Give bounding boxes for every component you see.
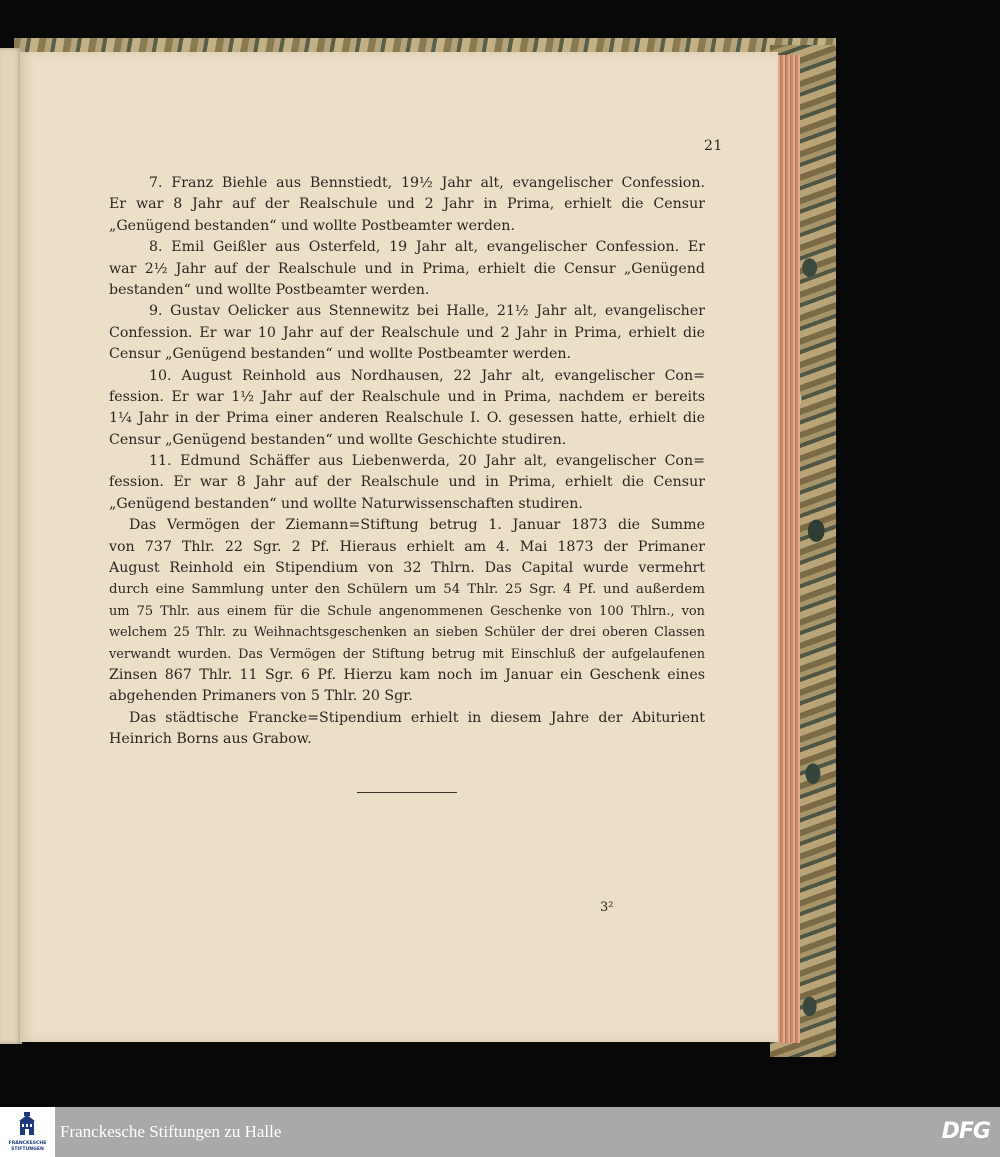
text-line: „Genügend bestanden“ und wollte Naturwissenschaften studiren. (109, 495, 583, 512)
text-line: Censur „Genügend bestanden“ und wollte Geschichte studiren. (109, 431, 567, 448)
text-line: 9. Gustav Oelicker aus Stennewitz bei Halle, 21½ Jahr alt, evangelischer (149, 303, 705, 320)
text-line: verwandt wurden. Das Vermögen der Stiftung betrug mit Einschluß der aufgelaufenen (109, 646, 705, 662)
logo-text-line: STIFTUNGEN (11, 1146, 44, 1152)
text-line: Heinrich Borns aus Grabow. (109, 731, 312, 748)
text-line: Er war 8 Jahr auf der Realschule und 2 Jahr in Prima, erhielt die Censur (109, 196, 705, 213)
text-line: 1¼ Jahr in der Prima einer anderen Realschule I. O. gesessen hatte, erhielt die (109, 410, 705, 427)
text-line: Zinsen 867 Thlr. 11 Sgr. 6 Pf. Hierzu kam noch im Januar ein Geschenk eines (109, 666, 705, 683)
text-block (109, 173, 705, 751)
building-emblem-icon (17, 1112, 37, 1138)
text-line: 8. Emil Geißler aus Osterfeld, 19 Jahr alt, evangelischer Confession. Er (149, 239, 705, 256)
text-line: abgehenden Primaners von 5 Thlr. 20 Sgr. (109, 688, 413, 705)
text-line: „Genügend bestanden“ und wollte Postbeamter werden. (109, 217, 515, 234)
text-line: 11. Edmund Schäffer aus Liebenwerda, 20 Jahr alt, evangelischer Con= (149, 453, 705, 470)
text-line: 10. August Reinhold aus Nordhausen, 22 Jahr alt, evangelischer Con= (149, 367, 705, 384)
text-line: Das Vermögen der Ziemann=Stiftung betrug 1. Januar 1873 die Summe (129, 517, 705, 534)
text-line: von 737 Thlr. 22 Sgr. 2 Pf. Hieraus erhielt am 4. Mai 1873 der Primaner (109, 538, 705, 555)
text-line: durch eine Sammlung unter den Schülern um 54 Thlr. 25 Sgr. 4 Pf. und außerdem (109, 582, 705, 598)
dfg-logo[interactable]: DFG (941, 1119, 990, 1144)
text-line: Confession. Er war 10 Jahr auf der Realschule und 2 Jahr in Prima, erhielt die (109, 324, 705, 341)
institution-logo[interactable] (0, 1107, 55, 1157)
page-stack-edge (776, 55, 800, 1043)
text-line: um 75 Thlr. aus einem für die Schule angenommenen Geschenke von 100 Thlrn., von (109, 603, 705, 619)
section-rule (357, 792, 457, 793)
left-page-edge (0, 48, 22, 1044)
text-line: 7. Franz Biehle aus Bennstiedt, 19½ Jahr alt, evangelischer Confession. (149, 175, 705, 191)
footer-bar (0, 1107, 1000, 1157)
institution-name: Franckesche Stiftungen zu Halle (60, 1122, 282, 1141)
text-line: war 2½ Jahr auf der Realschule und in Prima, erhielt die Censur „Genügend (109, 260, 705, 277)
book-page (20, 52, 778, 1042)
text-line: fession. Er war 1½ Jahr auf der Realschule und in Prima, nachdem er bereits (109, 388, 705, 405)
text-line: August Reinhold ein Stipendium von 32 Thlrn. Das Capital wurde vermehrt (109, 560, 705, 577)
text-line: Das städtische Francke=Stipendium erhielt in diesem Jahre der Abiturient (129, 709, 705, 726)
page-number: 21 (704, 138, 723, 154)
signature-mark: 3² (600, 900, 614, 915)
text-line: Censur „Genügend bestanden“ und wollte Postbeamter werden. (109, 346, 572, 363)
logo-text (0, 1141, 55, 1152)
text-line: bestanden“ und wollte Postbeamter werden. (109, 281, 430, 298)
text-line: welchem 25 Thlr. zu Weihnachtsgeschenken an sieben Schüler der drei oberen Classen (109, 625, 705, 641)
logo-text-line: FRANCKESCHE (8, 1141, 47, 1146)
text-line: fession. Er war 8 Jahr auf der Realschule und in Prima, erhielt die Censur (109, 474, 705, 491)
